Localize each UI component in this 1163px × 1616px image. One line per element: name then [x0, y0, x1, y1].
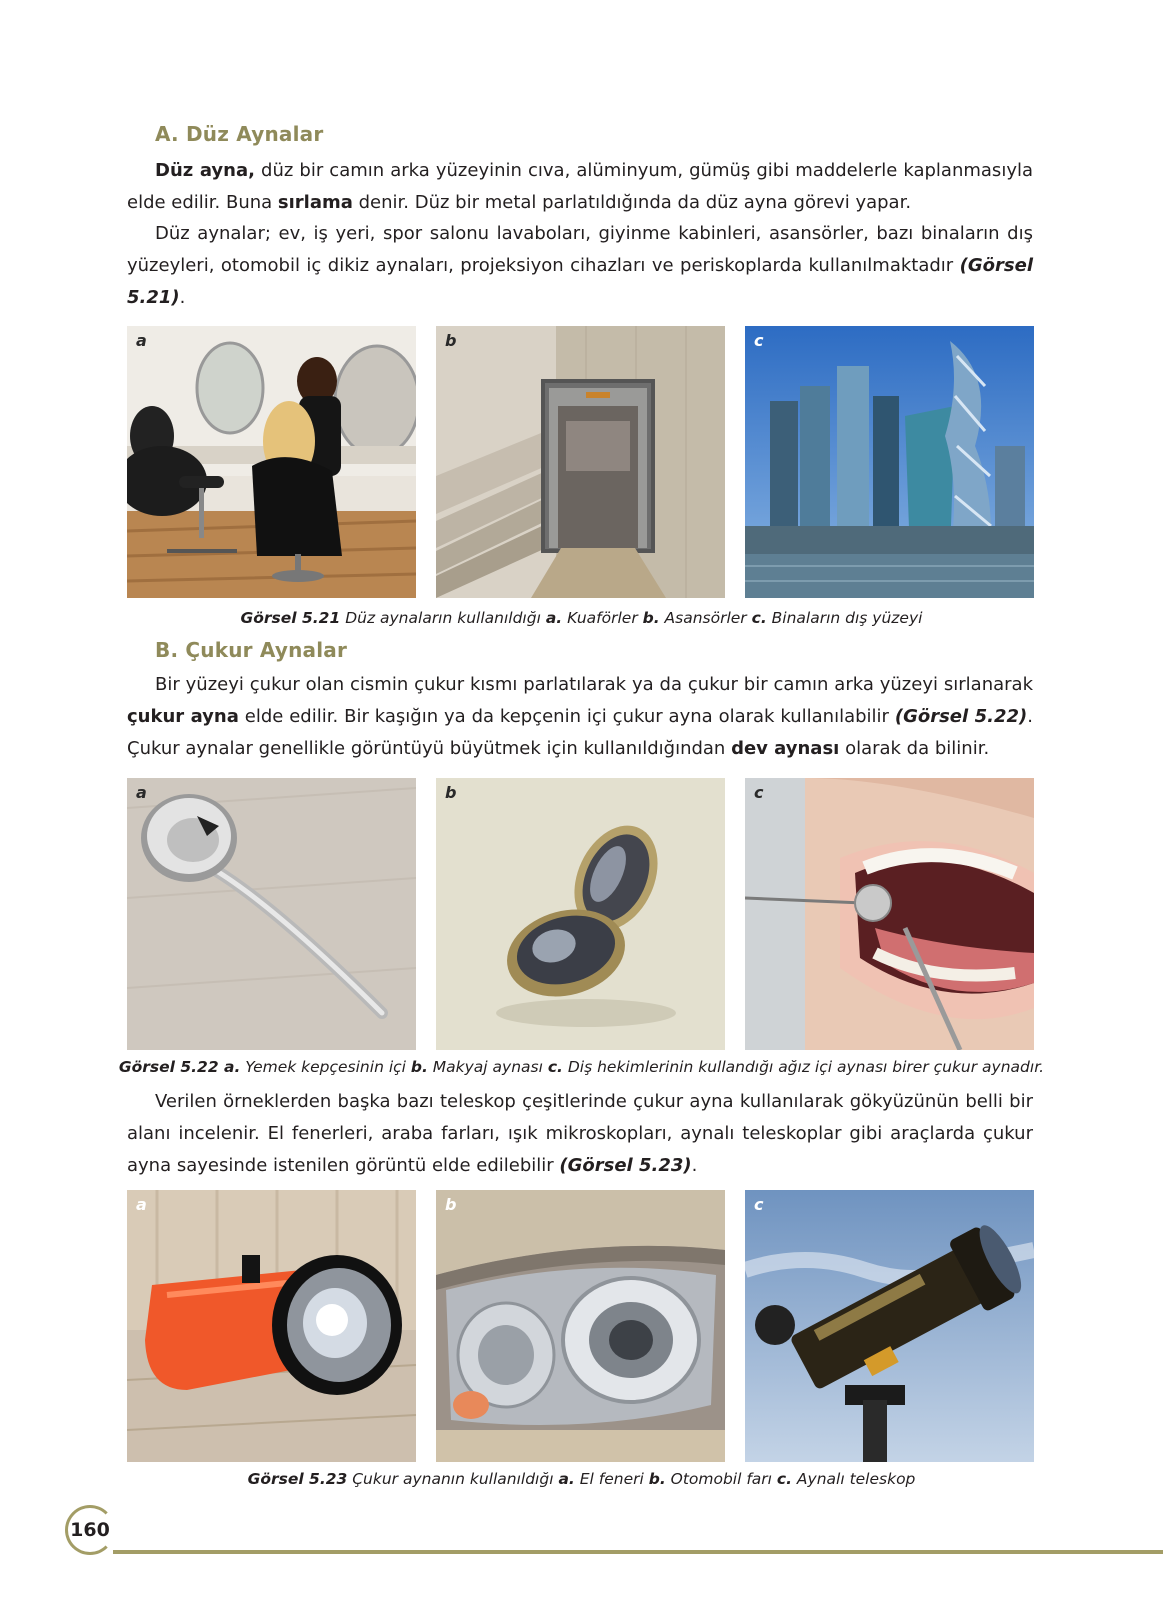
- photo-label-b: b: [445, 783, 457, 802]
- heading-duz-aynalar: A. Düz Aynalar: [155, 122, 324, 146]
- photo-label-b: b: [445, 331, 457, 350]
- photo-label-c: c: [754, 783, 764, 802]
- photo-label-a: a: [136, 1195, 147, 1214]
- figure-ref-5-22: (Görsel 5.22): [894, 706, 1028, 727]
- term-sirlama: sırlama: [277, 192, 353, 213]
- photo-label-a: a: [136, 783, 147, 802]
- caption-figure-5-21: Görsel 5.21 Düz aynaların kullanıldığı a. Kuaförler b. Asansörler c. Binaların dış yüzeyi: [240, 609, 923, 627]
- figure-ref-5-23: (Görsel 5.23): [559, 1155, 692, 1176]
- photo-hair-salon: [127, 326, 416, 598]
- photo-label-a: a: [136, 331, 147, 350]
- paragraph-cukur-ayna-definition: Bir yüzeyi çukur olan cismin çukur kısmı parlatılarak ya da çukur bir camın arka yüzeyi sırlanarak çukur ayna elde edilir. Bir kaşığın ya da kepçenin içi çukur ayna olarak kullanılabilir (Görsel 5.22). Çukur aynalar genellikle görüntüyü büyütmek için kullanıldığından dev aynası olarak da bilinir.: [127, 674, 1033, 759]
- heading-cukur-aynalar: B. Çukur Aynalar: [155, 638, 348, 662]
- term-duz-ayna: Düz ayna,: [155, 160, 255, 181]
- photo-elevator: [436, 326, 725, 598]
- figure-ref-5-21: (Görsel 5.21): [127, 255, 1033, 308]
- photo-glass-skyscrapers: [745, 326, 1034, 598]
- photo-label-c: c: [754, 331, 764, 350]
- paragraph-duz-ayna-uses: Düz aynalar; ev, iş yeri, spor salonu lavaboları, giyinme kabinleri, asansörler, bazı binaların dış yüzeyleri, otomobil iç dikiz aynaları, projeksiyon cihazları ve periskoplarda kullanılmaktadır (Görsel 5.21).: [127, 223, 1033, 308]
- page-number: 160: [65, 1505, 115, 1555]
- photo-flashlight: [127, 1190, 416, 1462]
- photo-dental-mirror: [745, 778, 1034, 1050]
- photo-label-c: c: [754, 1195, 764, 1214]
- photo-reflecting-telescope: [745, 1190, 1034, 1462]
- caption-figure-5-22: Görsel 5.22 a. Yemek kepçesinin içi b. Makyaj aynası c. Diş hekimlerinin kullandığı ağız içi aynası birer çukur aynadır.: [118, 1058, 1045, 1076]
- footer-rule: [113, 1550, 1163, 1554]
- paragraph-telescope-uses: Verilen örneklerden başka bazı teleskop çeşitlerinde çukur ayna kullanılarak gökyüzünün belli bir alanı incelenir. El fenerleri, araba farları, ışık mikroskopları, aynalı teleskoplar gibi araçlarda çukur ayna sayesinde istenilen görüntü elde edilebilir (Görsel 5.23).: [127, 1091, 1033, 1176]
- caption-figure-5-23: Görsel 5.23 Çukur aynanın kullanıldığı a. El feneri b. Otomobil farı c. Aynalı teleskop: [247, 1470, 916, 1488]
- term-dev-aynasi: dev aynası: [731, 738, 840, 759]
- term-cukur-ayna: çukur ayna: [127, 706, 239, 727]
- paragraph-duz-ayna-definition: Düz ayna, düz bir camın arka yüzeyinin cıva, alüminyum, gümüş gibi maddelerle kaplanmasıyla elde edilir. Buna sırlama denir. Düz bir metal parlatıldığında da düz ayna görevi yapar.: [127, 160, 1033, 213]
- photo-car-headlight: [436, 1190, 725, 1462]
- photo-label-b: b: [445, 1195, 457, 1214]
- photo-compact-mirror: [436, 778, 725, 1050]
- photo-ladle: [127, 778, 416, 1050]
